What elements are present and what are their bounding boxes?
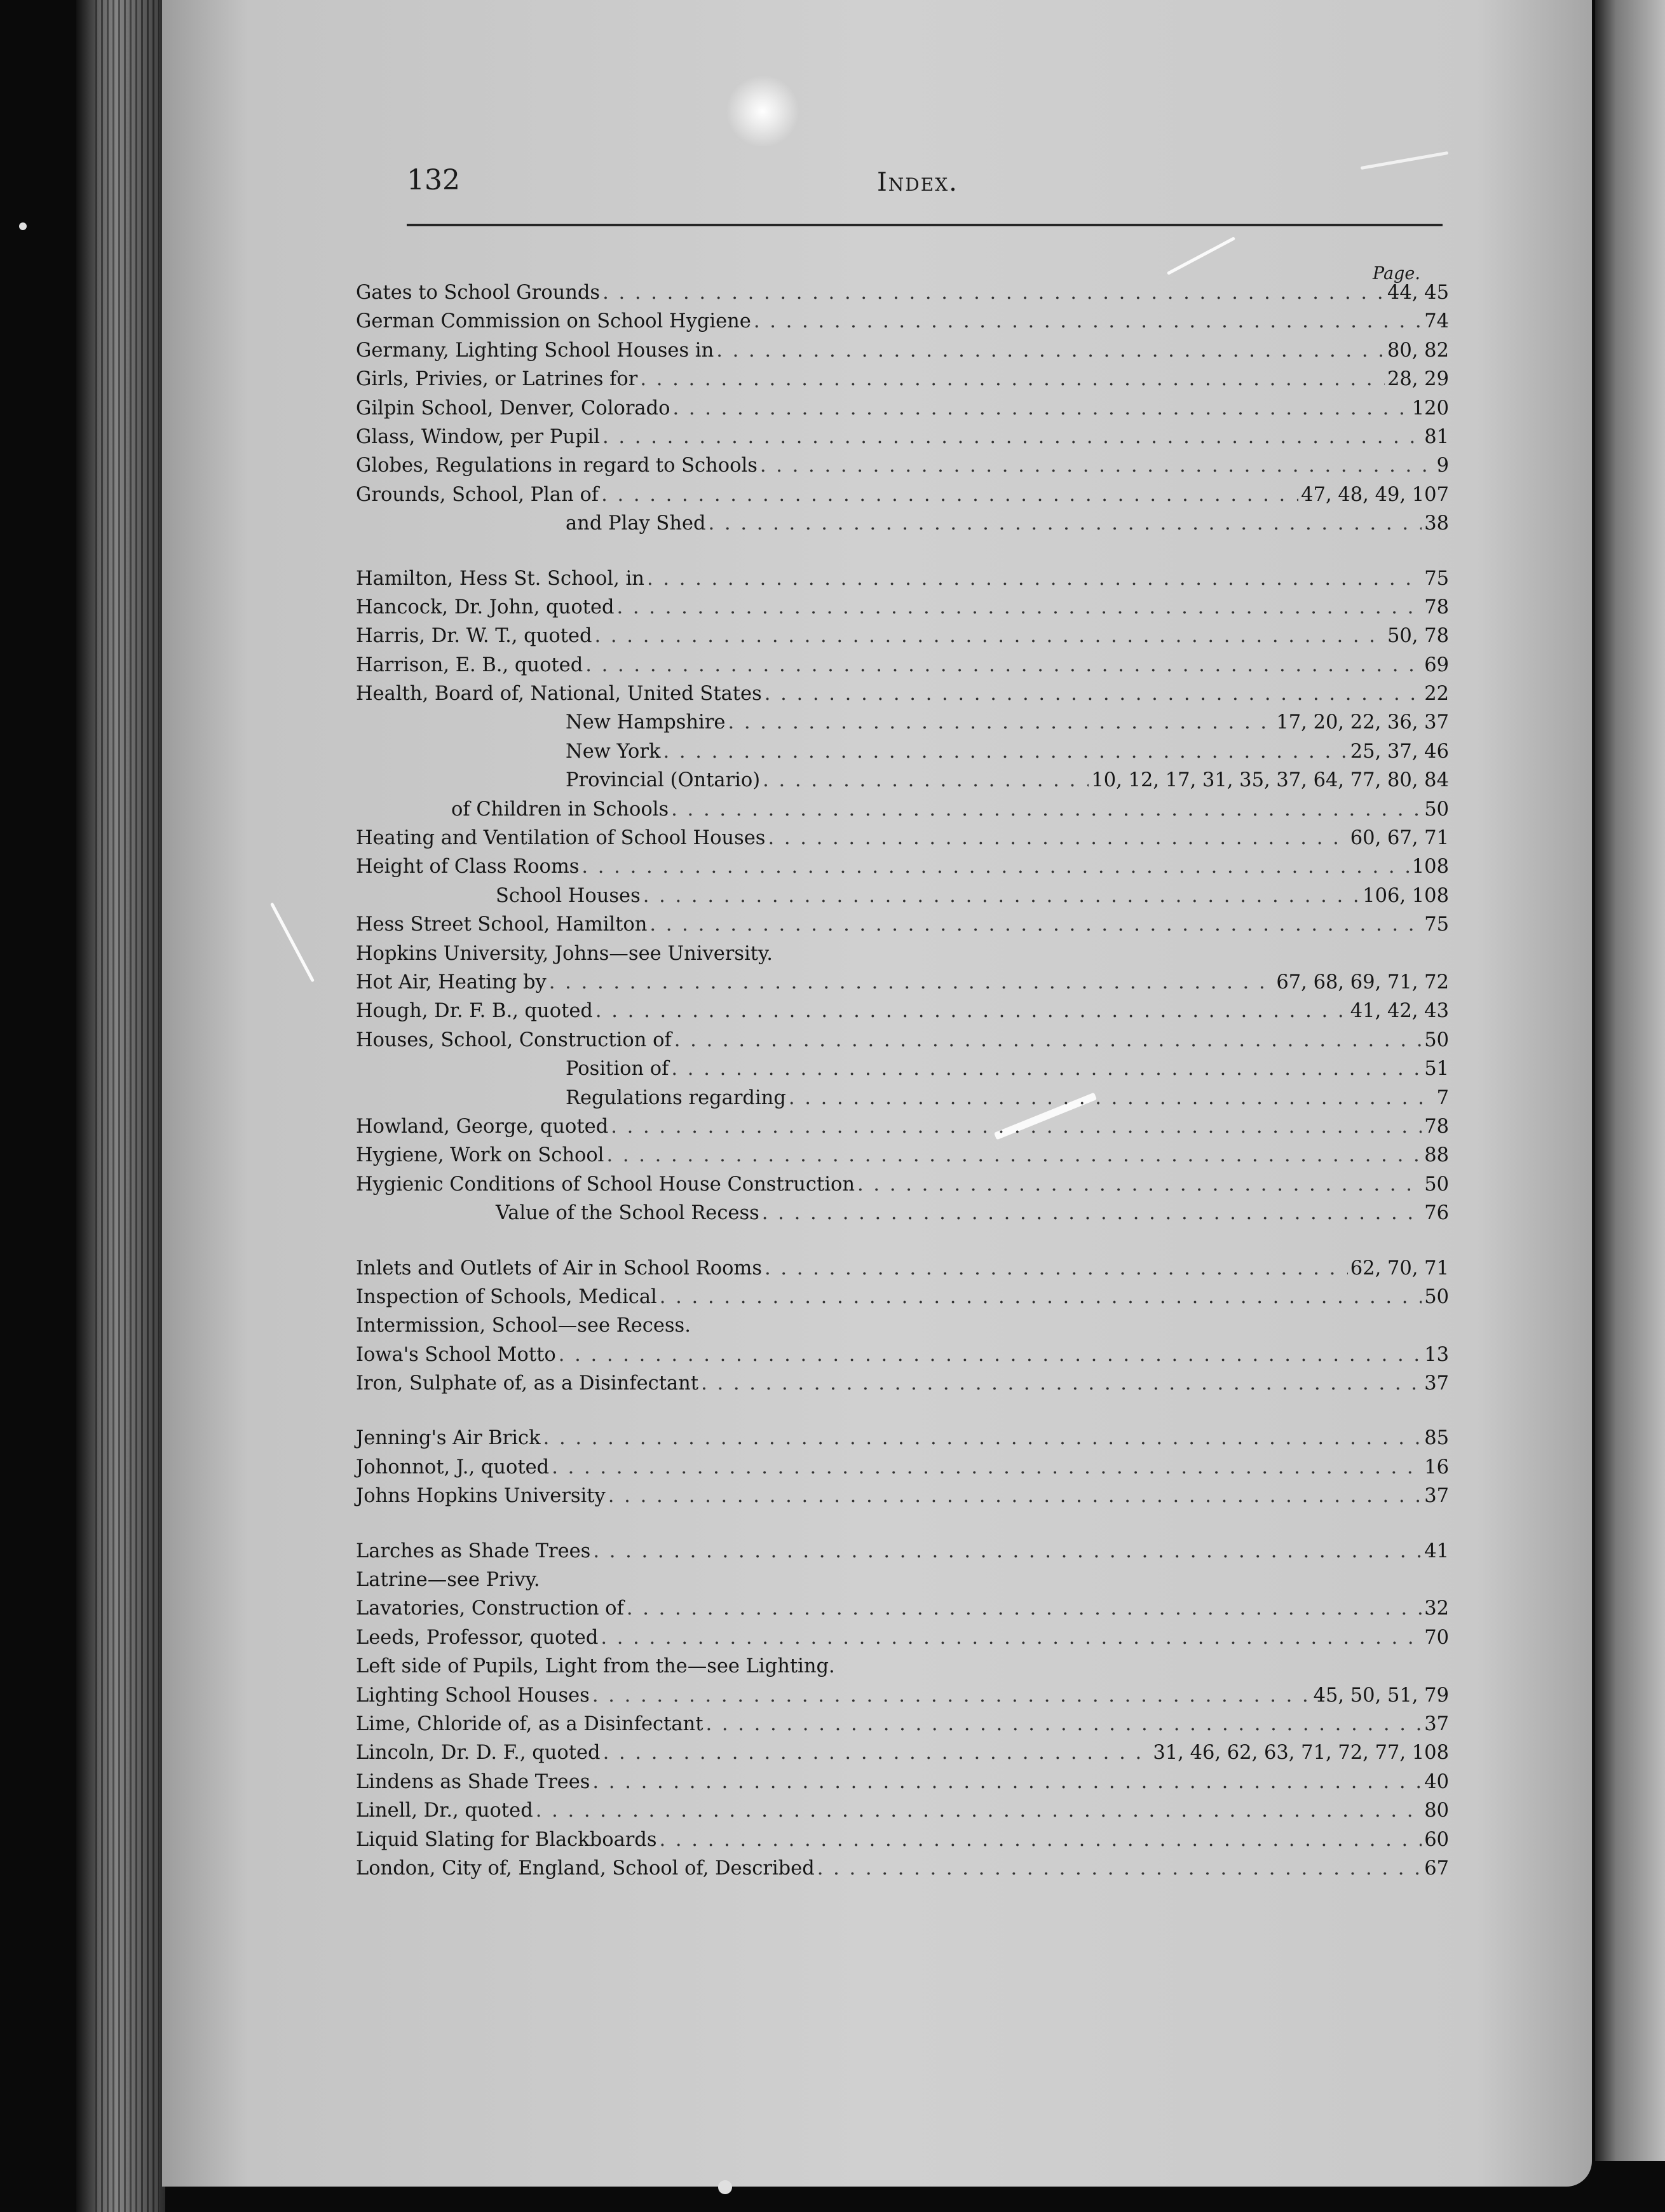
entry-pages: 80 bbox=[1424, 1799, 1449, 1822]
entry-pages: 60, 67, 71 bbox=[1350, 827, 1449, 850]
entry-pages: 85 bbox=[1424, 1427, 1449, 1450]
index-entry bbox=[356, 939, 1449, 968]
index-entry bbox=[356, 795, 1449, 824]
entry-label: Lighting School Houses bbox=[356, 1684, 590, 1707]
index-entry bbox=[356, 1796, 1449, 1825]
entry-pages: 50 bbox=[1424, 1173, 1449, 1196]
index-entry bbox=[356, 882, 1449, 910]
dot-leader bbox=[602, 423, 1422, 451]
dot-leader bbox=[673, 394, 1410, 423]
index-entry bbox=[356, 1594, 1449, 1623]
entry-label: Jenning's Air Brick bbox=[356, 1427, 541, 1450]
scan-glare bbox=[724, 76, 801, 146]
dot-leader bbox=[611, 1112, 1422, 1141]
dot-leader bbox=[728, 708, 1274, 737]
entry-pages: 74 bbox=[1424, 310, 1449, 333]
entry-label: Girls, Privies, or Latrines for bbox=[356, 368, 638, 391]
index-entry bbox=[356, 1254, 1449, 1283]
entry-pages: 75 bbox=[1424, 567, 1449, 590]
entry-label: Germany, Lighting School Houses in bbox=[356, 339, 714, 362]
index-entry bbox=[356, 1623, 1449, 1652]
index-entry bbox=[356, 737, 1449, 766]
dot-leader bbox=[789, 1084, 1434, 1112]
entry-label: Gilpin School, Denver, Colorado bbox=[356, 397, 670, 420]
dot-leader bbox=[716, 336, 1385, 365]
index-entry bbox=[356, 1170, 1449, 1199]
entry-pages: 106, 108 bbox=[1363, 884, 1449, 907]
index-entry bbox=[356, 1652, 1449, 1681]
dot-leader bbox=[595, 997, 1348, 1025]
entry-label: Hough, Dr. F. B., quoted bbox=[356, 1000, 593, 1023]
entry-pages: 22 bbox=[1424, 683, 1449, 706]
index-entry bbox=[356, 997, 1449, 1025]
entry-pages: 50 bbox=[1424, 1285, 1449, 1308]
entry-label: Harrison, E. B., quoted bbox=[356, 653, 583, 676]
entry-label: and Play Shed bbox=[566, 512, 706, 535]
dot-leader bbox=[768, 824, 1347, 852]
dot-leader bbox=[552, 1453, 1422, 1482]
page-column-header: Page. bbox=[1373, 264, 1420, 283]
entry-label: Gates to School Grounds bbox=[356, 282, 601, 304]
entry-pages: 32 bbox=[1424, 1597, 1449, 1620]
entry-label: Larches as Shade Trees bbox=[356, 1540, 591, 1562]
dot-leader bbox=[585, 651, 1422, 679]
entry-label: Heating and Ventilation of School Houses bbox=[356, 827, 766, 850]
index-entry bbox=[356, 278, 1449, 307]
index-entry bbox=[356, 423, 1449, 451]
index-entry bbox=[356, 481, 1449, 509]
dot-leader bbox=[671, 1055, 1422, 1083]
index-entry bbox=[356, 852, 1449, 881]
dot-leader bbox=[592, 1768, 1422, 1796]
entry-label: Linell, Dr., quoted bbox=[356, 1799, 533, 1822]
index-entry bbox=[356, 307, 1449, 336]
index-entry bbox=[356, 1482, 1449, 1510]
dot-leader bbox=[857, 1170, 1422, 1199]
page-edges bbox=[95, 0, 159, 2212]
entry-pages: 69 bbox=[1424, 653, 1449, 676]
entry-pages: 28, 29 bbox=[1387, 368, 1449, 391]
entry-pages: 108 bbox=[1411, 856, 1449, 878]
index-entry bbox=[356, 1826, 1449, 1854]
entry-pages: 37 bbox=[1424, 1485, 1449, 1508]
index-entry bbox=[356, 1112, 1449, 1141]
dot-leader bbox=[627, 1594, 1422, 1623]
header-rule bbox=[407, 224, 1443, 226]
index-entry bbox=[356, 451, 1449, 480]
dot-leader bbox=[663, 737, 1347, 766]
entry-label: Provincial (Ontario) bbox=[566, 769, 761, 792]
entry-label: of Children in Schools bbox=[451, 798, 669, 821]
entry-label: New York bbox=[566, 740, 661, 763]
entry-pages: 9 bbox=[1436, 454, 1449, 477]
entry-pages: 120 bbox=[1411, 397, 1449, 420]
entry-label: Hamilton, Hess St. School, in bbox=[356, 567, 644, 590]
entry-pages: 37 bbox=[1424, 1372, 1449, 1395]
entry-label: New Hampshire bbox=[566, 711, 726, 734]
entry-pages: 78 bbox=[1424, 596, 1449, 618]
dot-leader bbox=[640, 365, 1385, 393]
entry-label: Value of the School Recess bbox=[496, 1202, 759, 1225]
index-entry bbox=[356, 564, 1449, 593]
dot-leader bbox=[595, 622, 1385, 650]
entry-pages: 50 bbox=[1424, 798, 1449, 821]
entry-pages: 67, 68, 69, 71, 72 bbox=[1276, 971, 1449, 993]
index-entry bbox=[356, 622, 1449, 650]
entry-pages: 50 bbox=[1424, 1028, 1449, 1051]
group-spacer bbox=[356, 1511, 1449, 1537]
entry-pages: 25, 37, 46 bbox=[1350, 740, 1449, 763]
index-entry bbox=[356, 1681, 1449, 1710]
entry-label: Hess Street School, Hamilton bbox=[356, 913, 648, 936]
dot-leader bbox=[817, 1854, 1422, 1883]
index-entry bbox=[356, 1710, 1449, 1738]
dot-leader bbox=[709, 509, 1422, 538]
dot-leader bbox=[647, 564, 1422, 593]
entry-pages: 38 bbox=[1424, 512, 1449, 535]
index-entry bbox=[356, 1369, 1449, 1398]
dust-speck bbox=[718, 2180, 732, 2194]
entry-label: Hopkins University, Johns—see University. bbox=[356, 942, 773, 965]
entry-pages: 67 bbox=[1424, 1857, 1449, 1880]
entry-label: German Commission on School Hygiene bbox=[356, 310, 751, 333]
entry-pages: 88 bbox=[1424, 1144, 1449, 1167]
entry-label: Inspection of Schools, Medical bbox=[356, 1285, 657, 1308]
entry-label: Lindens as Shade Trees bbox=[356, 1770, 590, 1793]
entry-label: Height of Class Rooms bbox=[356, 856, 580, 878]
entry-label: Globes, Regulations in regard to Schools bbox=[356, 454, 758, 477]
entry-pages: 76 bbox=[1424, 1202, 1449, 1225]
page-number: 132 bbox=[407, 164, 460, 196]
index-entry bbox=[356, 1084, 1449, 1112]
index-entry bbox=[356, 593, 1449, 622]
dot-leader bbox=[559, 1341, 1422, 1369]
entry-label: Leeds, Professor, quoted bbox=[356, 1626, 599, 1649]
entry-label: Hot Air, Heating by bbox=[356, 971, 547, 993]
entry-label: Latrine—see Privy. bbox=[356, 1569, 540, 1592]
index-entry bbox=[356, 394, 1449, 423]
page-title: Index. bbox=[877, 168, 958, 197]
entry-label: Lincoln, Dr. D. F., quoted bbox=[356, 1742, 601, 1765]
entry-label: School Houses bbox=[496, 884, 641, 907]
entry-pages: 78 bbox=[1424, 1115, 1449, 1138]
entry-label: Regulations regarding bbox=[566, 1086, 786, 1109]
dot-leader bbox=[674, 1026, 1422, 1055]
index-entry bbox=[356, 1424, 1449, 1452]
index-entry bbox=[356, 1055, 1449, 1083]
index-entry bbox=[356, 824, 1449, 852]
entry-label: Position of bbox=[566, 1058, 669, 1081]
dot-leader bbox=[593, 1537, 1422, 1566]
entry-pages: 50, 78 bbox=[1387, 625, 1449, 648]
dot-leader bbox=[754, 307, 1422, 336]
entry-label: Lavatories, Construction of bbox=[356, 1597, 624, 1620]
entry-label: Iron, Sulphate of, as a Disinfectant bbox=[356, 1372, 699, 1395]
index-entry bbox=[356, 1199, 1449, 1227]
dot-leader bbox=[701, 1369, 1422, 1398]
entry-label: Health, Board of, National, United States bbox=[356, 683, 762, 706]
dot-leader bbox=[762, 1199, 1422, 1227]
entry-pages: 44, 45 bbox=[1387, 282, 1449, 304]
dot-leader bbox=[549, 968, 1274, 997]
entry-pages: 75 bbox=[1424, 913, 1449, 936]
index-entry bbox=[356, 708, 1449, 737]
dot-leader bbox=[592, 1681, 1311, 1710]
entry-pages: 16 bbox=[1424, 1456, 1449, 1478]
entry-pages: 31, 46, 62, 63, 71, 72, 77, 108 bbox=[1153, 1742, 1449, 1765]
entry-label: Hancock, Dr. John, quoted bbox=[356, 596, 615, 618]
entry-pages: 10, 12, 17, 31, 35, 37, 64, 77, 80, 84 bbox=[1091, 769, 1449, 792]
dot-leader bbox=[603, 1738, 1151, 1767]
facing-page-edge bbox=[1595, 0, 1665, 2161]
entry-label: Grounds, School, Plan of bbox=[356, 483, 599, 506]
index-entry bbox=[356, 1311, 1449, 1340]
group-spacer bbox=[356, 1398, 1449, 1424]
entry-label: Hygiene, Work on School bbox=[356, 1144, 604, 1167]
running-head bbox=[407, 164, 1443, 215]
index-entry bbox=[356, 679, 1449, 708]
entry-label: London, City of, England, School of, Described bbox=[356, 1857, 815, 1880]
entry-label: Liquid Slating for Blackboards bbox=[356, 1828, 657, 1851]
entry-label: Inlets and Outlets of Air in School Rooms bbox=[356, 1257, 763, 1280]
entry-pages: 7 bbox=[1436, 1086, 1449, 1109]
entry-pages: 51 bbox=[1424, 1058, 1449, 1081]
entry-label: Iowa's School Motto bbox=[356, 1343, 556, 1366]
group-spacer bbox=[356, 1228, 1449, 1254]
entry-pages: 60 bbox=[1424, 1828, 1449, 1851]
index-entry bbox=[356, 1283, 1449, 1311]
entry-label: Johonnot, J., quoted bbox=[356, 1456, 550, 1478]
index-entry bbox=[356, 336, 1449, 365]
index-entry bbox=[356, 509, 1449, 538]
dot-leader bbox=[606, 1141, 1422, 1170]
dot-leader bbox=[705, 1710, 1422, 1738]
index-entry bbox=[356, 1854, 1449, 1883]
dot-leader bbox=[660, 1826, 1422, 1854]
dot-leader bbox=[608, 1482, 1422, 1510]
index-entry bbox=[356, 968, 1449, 997]
index-entries bbox=[356, 278, 1449, 1883]
dot-leader bbox=[601, 481, 1298, 509]
dot-leader bbox=[601, 1623, 1422, 1652]
entry-label: Lime, Chloride of, as a Disinfectant bbox=[356, 1712, 703, 1735]
dot-leader bbox=[617, 593, 1422, 622]
index-entry bbox=[356, 651, 1449, 679]
dot-leader bbox=[581, 852, 1409, 881]
index-entry bbox=[356, 1453, 1449, 1482]
dot-leader bbox=[643, 882, 1360, 910]
dot-leader bbox=[543, 1424, 1422, 1452]
entry-label: Intermission, School—see Recess. bbox=[356, 1314, 691, 1337]
index-entry bbox=[356, 1026, 1449, 1055]
entry-pages: 40 bbox=[1424, 1770, 1449, 1793]
dot-leader bbox=[760, 451, 1434, 480]
dot-leader bbox=[763, 766, 1089, 795]
entry-pages: 80, 82 bbox=[1387, 339, 1449, 362]
index-entry bbox=[356, 1566, 1449, 1594]
dot-leader bbox=[602, 278, 1385, 307]
group-spacer bbox=[356, 538, 1449, 564]
dot-leader bbox=[765, 679, 1422, 708]
entry-pages: 17, 20, 22, 36, 37 bbox=[1276, 711, 1449, 734]
dot-leader bbox=[765, 1254, 1348, 1283]
entry-label: Glass, Window, per Pupil bbox=[356, 425, 601, 448]
index-entry bbox=[356, 1738, 1449, 1767]
dot-leader bbox=[671, 795, 1422, 824]
dot-leader bbox=[649, 910, 1422, 939]
dot-leader bbox=[536, 1796, 1422, 1825]
entry-pages: 37 bbox=[1424, 1712, 1449, 1735]
entry-label: Johns Hopkins University bbox=[356, 1485, 606, 1508]
entry-pages: 13 bbox=[1424, 1343, 1449, 1366]
entry-pages: 41 bbox=[1424, 1540, 1449, 1562]
entry-pages: 45, 50, 51, 79 bbox=[1313, 1684, 1449, 1707]
entry-label: Hygienic Conditions of School House Construction bbox=[356, 1173, 855, 1196]
index-entry bbox=[356, 1341, 1449, 1369]
index-entry bbox=[356, 766, 1449, 795]
index-entry bbox=[356, 1768, 1449, 1796]
entry-label: Harris, Dr. W. T., quoted bbox=[356, 625, 592, 648]
entry-pages: 41, 42, 43 bbox=[1350, 1000, 1449, 1023]
entry-pages: 62, 70, 71 bbox=[1350, 1257, 1449, 1280]
dot-leader bbox=[660, 1283, 1422, 1311]
entry-pages: 47, 48, 49, 107 bbox=[1301, 483, 1449, 506]
entry-pages: 81 bbox=[1424, 425, 1449, 448]
entry-label: Houses, School, Construction of bbox=[356, 1028, 672, 1051]
entry-label: Left side of Pupils, Light from the—see Lighting. bbox=[356, 1655, 835, 1678]
index-entry bbox=[356, 1141, 1449, 1170]
index-entry bbox=[356, 1537, 1449, 1566]
entry-label: Howland, George, quoted bbox=[356, 1115, 609, 1138]
index-entry bbox=[356, 910, 1449, 939]
index-entry bbox=[356, 365, 1449, 393]
entry-pages: 70 bbox=[1424, 1626, 1449, 1649]
dust-speck bbox=[19, 222, 27, 230]
